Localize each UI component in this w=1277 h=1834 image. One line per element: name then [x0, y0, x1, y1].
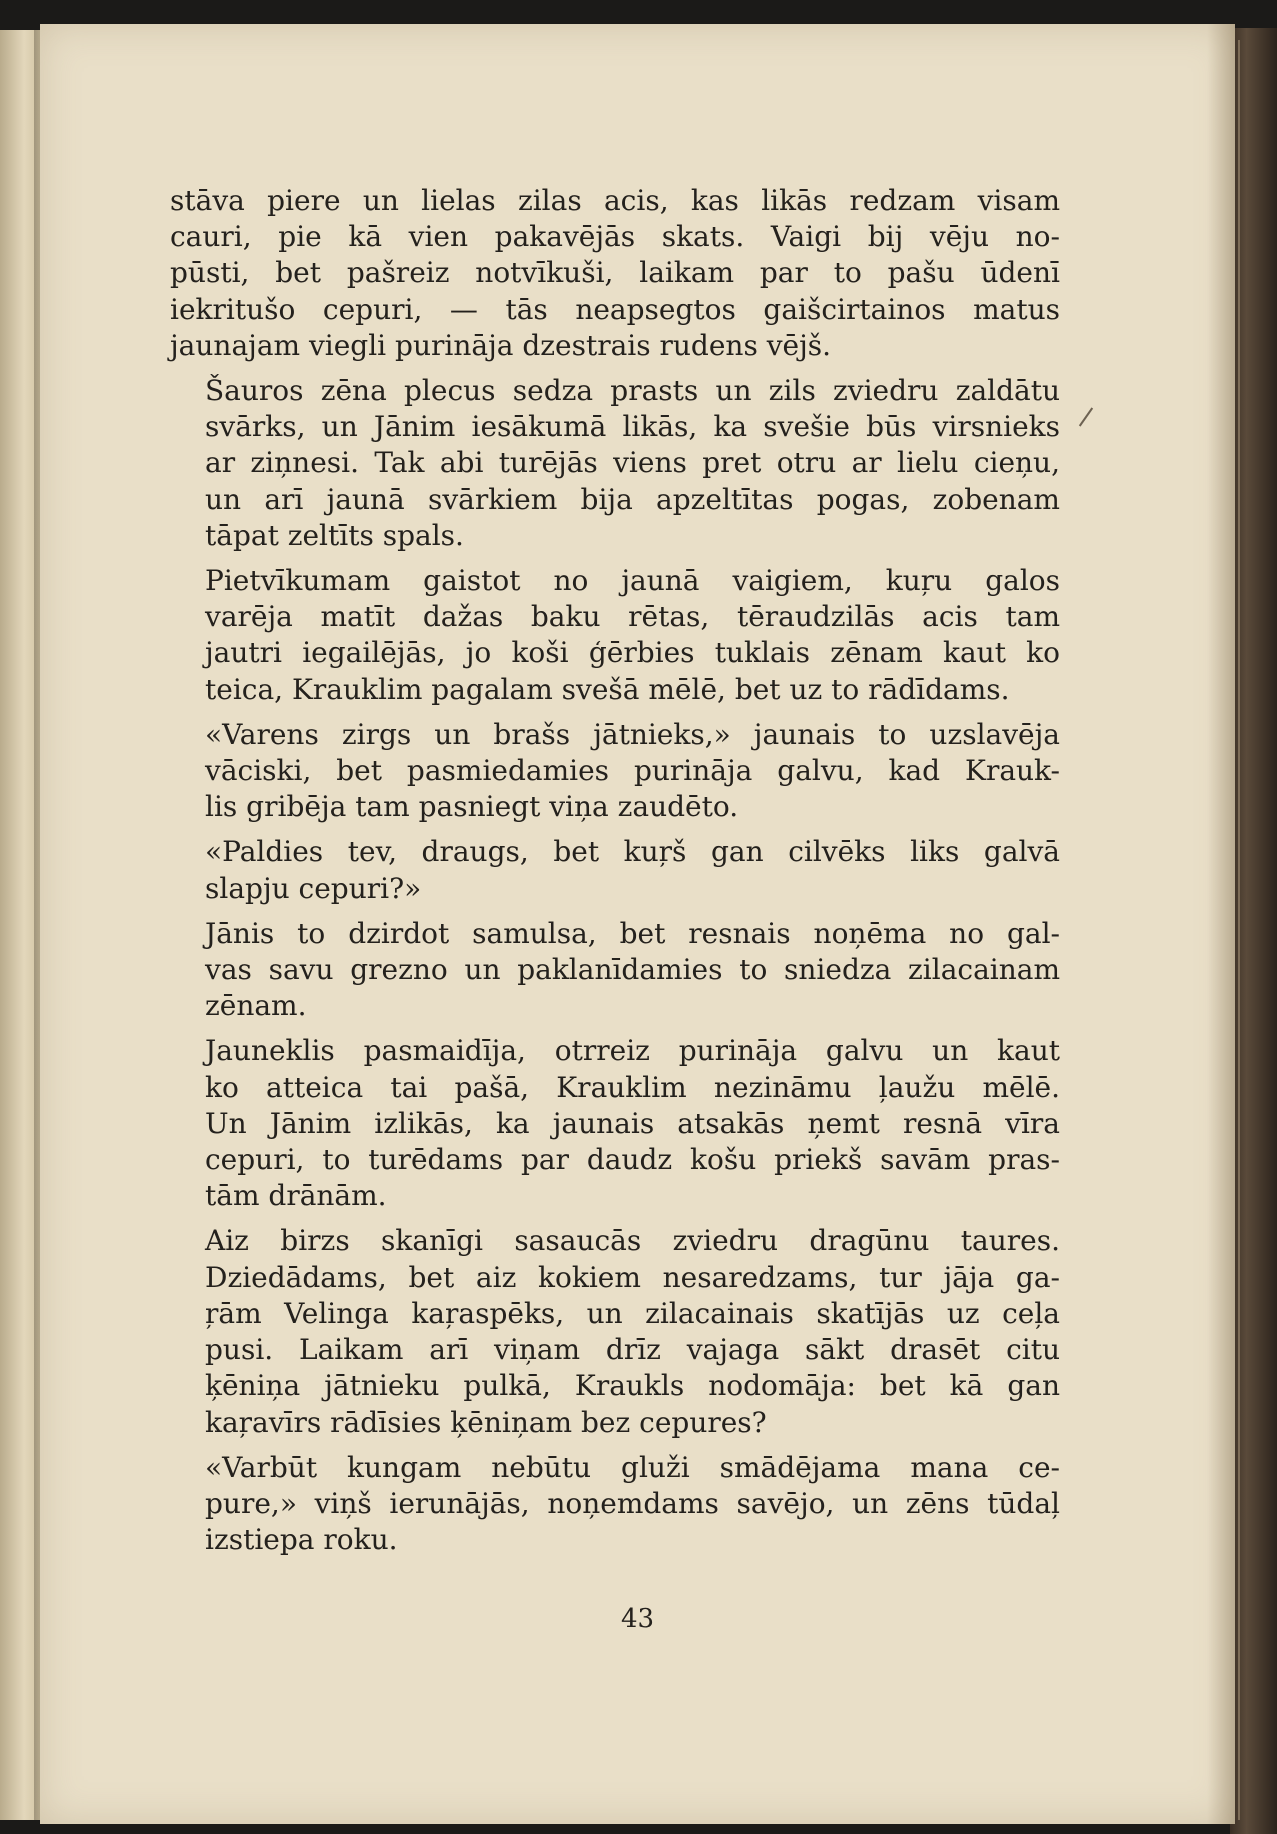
text-line: stāva piere un lielas zilas acis, kas likās redzam visam — [170, 184, 1060, 217]
text-line: iekritušo cepuri, — tās neapsegtos gaišcirtainos matus — [170, 292, 1060, 326]
paragraph — [170, 916, 1060, 1025]
paragraph — [170, 373, 1060, 554]
text-line: tām drānām. — [205, 1179, 387, 1213]
paragraph — [170, 183, 1060, 364]
text-line: vāciski, bet pasmiedamies purināja galvu, kad Krauk- — [205, 754, 1060, 788]
text-line: Un Jānim izlikās, ka jaunais atsakās ņemt resnā vīra — [205, 1106, 1060, 1140]
text-line: ķēniņa jātnieku pulkā, Kraukls nodomāja: bet kā gan — [205, 1369, 1060, 1403]
text-line: Aiz birzs skanīgi sasaucās zviedru dragūnu taures. — [205, 1224, 1060, 1258]
text-line: jautri iegailējās, jo koši ģērbies tuklais zēnam kaut ko — [205, 636, 1060, 670]
text-line: «Paldies tev, draugs, bet kuŗš gan cilvēks liks galvā — [205, 835, 1060, 869]
page-number: 43 — [620, 1604, 655, 1634]
text-line: ko atteica tai pašā, Krauklim nezināmu ļaužu mēlē. — [205, 1070, 1060, 1104]
text-line: Dziedādams, bet aiz kokiem nesaredzams, tur jāja ga- — [205, 1260, 1060, 1294]
text-line: ŗām Velinga kaŗaspēks, un zilacainais skatījās uz ceļa — [205, 1296, 1060, 1330]
text-line: pusi. Laikam arī viņam drīz vajaga sākt drasēt citu — [205, 1333, 1060, 1367]
text-line: vas savu grezno un paklanīdamies to sniedza zilacainam — [205, 953, 1060, 987]
text-line: Jauneklis pasmaidīja, otrreiz purināja galvu un kaut — [205, 1034, 1060, 1068]
text-line: zēnam. — [205, 989, 307, 1023]
text-line: ar ziņnesi. Tak abi turējās viens pret otru ar lielu cieņu, — [205, 446, 1060, 480]
pencil-margin-mark — [1079, 407, 1093, 426]
text-line: pūsti, bet pašreiz notvīkuši, laikam par to pašu ūdenī — [170, 256, 1060, 290]
paragraph — [170, 1223, 1060, 1440]
text-line: tāpat zeltīts spals. — [205, 518, 464, 552]
paragraph — [170, 563, 1060, 708]
cover-binding-line — [1238, 40, 1240, 1820]
paragraph — [170, 717, 1060, 826]
text-line: svārks, un Jānim iesākumā likās, ka svešie būs virsnieks — [205, 410, 1060, 444]
text-line: slapju cepuri?» — [205, 871, 422, 905]
text-line: teica, Krauklim pagalam svešā mēlē, bet uz to rādīdams. — [205, 672, 1010, 706]
text-line: Šauros zēna plecus sedza prasts un zils zviedru zaldātu — [205, 374, 1060, 408]
text-line: Pietvīkumam gaistot no jaunā vaigiem, kuŗu galos — [205, 564, 1060, 598]
paragraph — [170, 1450, 1060, 1559]
text-line: jaunajam viegli purināja dzestrais rudens vējš. — [170, 328, 832, 362]
paragraph — [170, 1033, 1060, 1214]
body-text — [170, 183, 1060, 1567]
text-line: lis gribēja tam pasniegt viņa zaudēto. — [205, 790, 739, 824]
text-line: «Varens zirgs un brašs jātnieks,» jaunais to uzslavēja — [205, 717, 1060, 751]
paragraph — [170, 834, 1060, 906]
text-line: Jānis to dzirdot samulsa, bet resnais noņēma no gal- — [205, 916, 1060, 950]
text-line: pure,» viņš ierunājās, noņemdams savējo, un zēns tūdaļ — [205, 1486, 1060, 1520]
text-line: cepuri, to turēdams par daudz košu priekš savām pras- — [205, 1143, 1060, 1177]
text-line: izstiepa roku. — [205, 1523, 398, 1557]
text-line: kaŗavīrs rādīsies ķēniņam bez cepures? — [205, 1405, 767, 1439]
page-edge-shade — [1207, 24, 1235, 1824]
text-line: cauri, pie kā vien pakavējās skats. Vaigi bij vēju no- — [170, 220, 1060, 254]
text-line: «Varbūt kungam nebūtu gluži smādējama mana ce- — [205, 1450, 1060, 1484]
text-line: un arī jaunā svārkiem bija apzeltītas pogas, zobenam — [205, 482, 1060, 516]
text-line: varēja matīt dažas baku rētas, tēraudzilās acis tam — [205, 600, 1060, 634]
